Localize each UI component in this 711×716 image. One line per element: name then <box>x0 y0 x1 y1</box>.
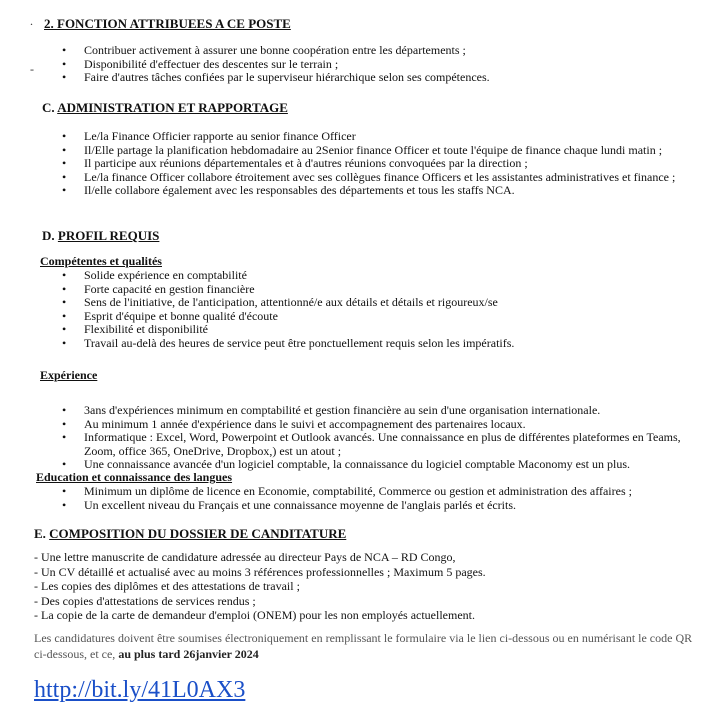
section-c-list <box>62 130 675 198</box>
competences-subheading: Compétentes et qualités <box>40 254 162 268</box>
application-note <box>34 630 694 662</box>
list-item: • Esprit d'équipe et bonne qualité d'écoute <box>62 310 514 324</box>
application-note-text: Les candidatures doivent être soumises électroniquement en remplissant le formulaire via le lien ci-dessous ou en numérisant le code QR ci-dessous, et ce, <box>34 631 693 661</box>
list-item: - Une lettre manuscrite de candidature adressée au directeur Pays de NCA – RD Congo, <box>34 550 456 564</box>
deadline: au plus tard 26janvier 2024 <box>118 647 259 661</box>
application-link[interactable]: http://bit.ly/41L0AX3 <box>34 677 246 703</box>
list-item: - La copie de la carte de demandeur d'emploi (ONEM) pour les non employés actuellement. <box>34 608 475 623</box>
list-item: • Forte capacité en gestion financière <box>62 283 514 297</box>
list-item: • Minimum un diplôme de licence en Economie, comptabilité, Commerce ou gestion et administration des affaires ; <box>62 485 632 499</box>
education-list <box>62 485 632 512</box>
section-c-heading: C. ADMINISTRATION ET RAPPORTAGE <box>42 100 288 115</box>
list-item: • Contribuer activement à assurer une bonne coopération entre les départements ; <box>62 44 490 58</box>
list-item: • Un excellent niveau du Français et une connaissance moyenne de l'anglais parlés et écrits. <box>62 499 632 513</box>
competences-list <box>62 269 514 351</box>
list-item: - Des copies d'attestations de services rendus ; <box>34 593 256 608</box>
list-item: • Au minimum 1 année d'expérience dans le suivi et accompagnement des partenaires locaux. <box>62 418 692 432</box>
list-item: - Un CV détaillé et actualisé avec au moins 3 références professionnelles ; Maximum 5 pages. <box>34 564 486 579</box>
experience-list <box>62 404 692 472</box>
list-item: • Il/elle collabore également avec les responsables des départements et tous les staffs NCA. <box>62 184 675 198</box>
list-item: • Informatique : Excel, Word, Powerpoint et Outlook avancés. Une connaissance en plus de différentes plateformes en Teams, Zoom, office 365, OneDrive, Dropbox,) est un atout ; <box>62 431 692 458</box>
list-item: • Le/la Finance Officier rapporte au senior finance Officer <box>62 130 675 144</box>
section-e-list <box>34 550 486 623</box>
list-item: • Disponibilité d'effectuer des descentes sur le terrain ; <box>62 58 490 72</box>
list-item: • Faire d'autres tâches confiées par le superviseur hiérarchique selon ses compétences. <box>62 71 490 85</box>
list-item: - Les copies des diplômes et des attestations de travail ; <box>34 579 300 594</box>
section-e-heading: E. COMPOSITION DU DOSSIER DE CANDITATURE <box>34 526 347 541</box>
list-item: • 3ans d'expériences minimum en comptabilité et gestion financière au sein d'une organisation internationale. <box>62 404 692 418</box>
section-2-list <box>62 44 490 85</box>
list-item: • Il/Elle partage la planification hebdomadaire au 2Senior finance Officer et toute l'équipe de finance chaque lundi matin ; <box>62 144 675 158</box>
list-item: • Flexibilité et disponibilité <box>62 323 514 337</box>
list-item: • Solide expérience en comptabilité <box>62 269 514 283</box>
experience-subheading: Expérience <box>40 368 98 382</box>
margin-mark: . <box>30 14 33 28</box>
section-2-heading: 2. FONCTION ATTRIBUEES A CE POSTE <box>44 16 291 31</box>
list-item: • Sens de l'initiative, de l'anticipation, attentionné/e aux détails et détails et rigoureux/se <box>62 296 514 310</box>
list-item: • Une connaissance avancée d'un logiciel comptable, la connaissance du logiciel comptable Maconomy est un plus. <box>62 458 692 472</box>
list-item: • Il participe aux réunions départementales et à d'autres réunions convoquées par la direction ; <box>62 157 675 171</box>
margin-mark: - <box>30 62 34 76</box>
section-d-heading: D. PROFIL REQUIS <box>42 228 160 243</box>
list-item: • Travail au-delà des heures de service peut être ponctuellement requis selon les impératifs. <box>62 337 514 351</box>
education-subheading: Education et connaissance des langues <box>36 470 233 484</box>
list-item: • Le/la finance Officer collabore étroitement avec ses collègues finance Officers et les assistantes administratives et finance ; <box>62 171 675 185</box>
